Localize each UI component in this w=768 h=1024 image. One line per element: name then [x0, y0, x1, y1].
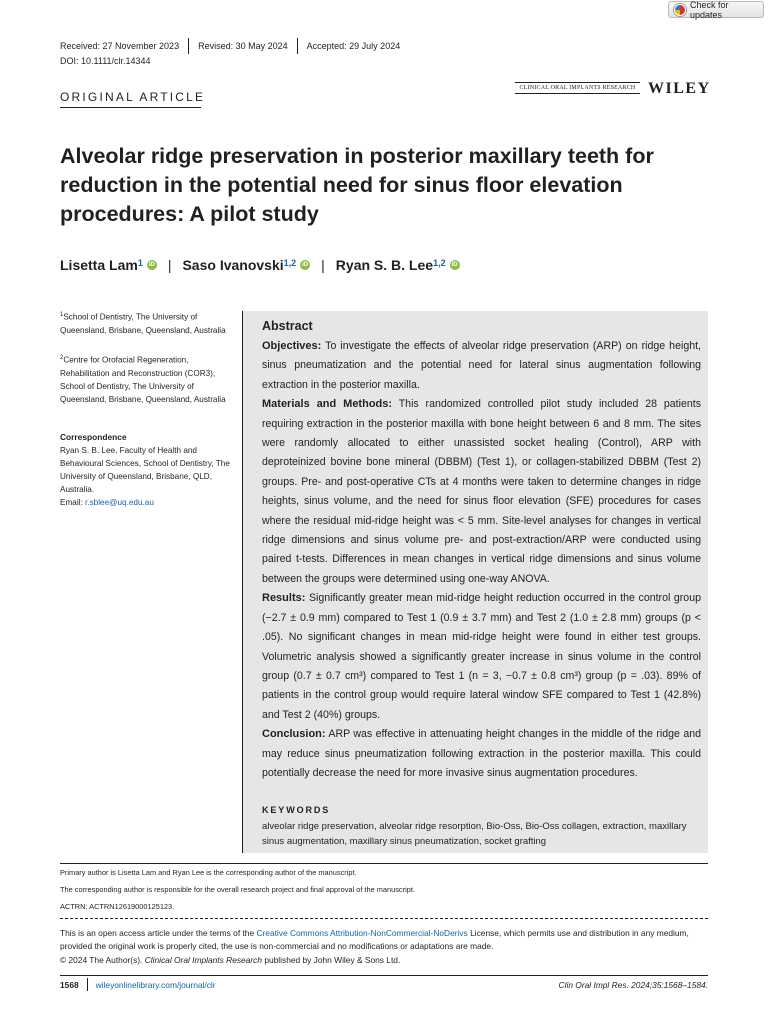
abstract-conclusion — [262, 725, 701, 783]
section-label: Conclusion: — [262, 728, 326, 741]
revised-date: Revised: 30 May 2024 — [198, 41, 288, 51]
section-label: Results: — [262, 592, 306, 605]
doi: DOI: 10.1111/clr.14344 — [60, 56, 151, 66]
correspondence-address: Ryan S. B. Lee, Faculty of Health and Behavioural Sciences, School of Dentistry, The University of Queensland, Brisbane, QLD, Australia. — [60, 446, 230, 494]
section-label: Materials and Methods: — [262, 398, 393, 411]
orcid-icon[interactable]: iD — [302, 262, 309, 268]
orcid-icon[interactable]: iD — [451, 262, 458, 268]
author-affiliation-ref[interactable]: 1 — [137, 258, 143, 268]
license-text: This is an open access article under the terms of the — [60, 928, 257, 938]
section-label: Objectives: — [262, 340, 322, 352]
abstract-heading: Abstract — [262, 319, 313, 333]
orcid-icon[interactable]: iD — [148, 262, 155, 268]
article-type: ORIGINAL ARTICLE — [60, 90, 206, 104]
author-affiliation-ref[interactable]: 1,2 — [283, 258, 297, 268]
paper-title: Alveolar ridge preservation in posterior maxillary teeth for reduction in the potential need for sinus floor elevation procedures: A pilot study — [60, 144, 654, 226]
abstract-methods — [262, 395, 701, 589]
copyright-text: published by John Wiley & Sons Ltd. — [262, 954, 401, 965]
footnote: The corresponding author is responsible for the overall research project and final approval of the manuscript. — [60, 885, 415, 894]
affiliation-number: 1 — [60, 312, 64, 318]
license-link[interactable]: Creative Commons Attribution-NonCommercial-NoDerivs — [256, 928, 468, 938]
affiliation-text: Centre for Orofacial Regeneration, Rehabilitation and Reconstruction (COR3), School of Dentistry, The University of Queensland, Brisbane, Queensland, Australia — [60, 355, 226, 404]
divider — [60, 918, 708, 919]
abstract-objectives — [262, 337, 701, 395]
publisher-logo: WILEY — [648, 80, 711, 97]
divider — [60, 107, 201, 108]
author-affiliation-ref[interactable]: 1,2 — [433, 258, 446, 268]
check-for-updates-label: Check for updates — [690, 0, 729, 20]
correspondence-heading: Correspondence — [60, 432, 127, 442]
section-text: To investigate the effects of alveolar ridge preservation (ARP) on ridge height, sinus pneumatization and the potential need for lateral sinus augmentation following extraction in the posterior maxilla. — [262, 340, 701, 391]
license-text: License, which permits use and distribution in any medium, provided the original work is properly cited, the use is non-commercial and no modifications or adaptations are made. — [60, 928, 689, 952]
correspondence-body — [60, 444, 238, 509]
author-separator: | — [321, 257, 325, 273]
author-separator: | — [167, 257, 172, 273]
footnote: Primary author is Lisetta Lam and Ryan Lee is the corresponding author of the manuscript. — [60, 868, 357, 877]
section-text: ARP was effective in attenuating height changes in the middle of the ridge and may reduce sinus pneumatization following extraction in the posterior maxilla. This could potentially decrease the need for more invasive sinus augmentation procedures. — [262, 728, 701, 779]
received-date: Received: 27 November 2023 — [60, 41, 180, 51]
footnote: ACTRN: ACTRN12619000125123. — [60, 902, 175, 911]
author-name[interactable]: Ryan S. B. Lee — [335, 257, 434, 273]
divider — [188, 38, 189, 54]
divider — [297, 38, 298, 54]
abstract-body — [262, 337, 701, 783]
article-dates — [60, 38, 400, 54]
keywords-list: alveolar ridge preservation, alveolar ridge resorption, Bio-Oss, Bio-Oss collagen, extraction, maxillary sinus augmentation, maxillary sinus pneumatization, socket grafting — [262, 821, 687, 847]
author-list — [60, 257, 460, 273]
page-footer — [60, 978, 708, 991]
copyright-text: © 2024 The Author(s). — [60, 954, 145, 965]
abstract-results — [262, 589, 701, 725]
journal-logo: CLINICAL ORAL IMPLANTS RESEARCH — [515, 82, 640, 94]
divider — [60, 863, 708, 864]
open-access-statement — [60, 927, 708, 967]
divider — [60, 975, 708, 976]
check-for-updates-button[interactable] — [668, 1, 764, 18]
accepted-date: Accepted: 29 July 2024 — [306, 41, 401, 51]
update-badge-icon — [674, 4, 686, 16]
email-label: Email: — [60, 498, 86, 507]
affiliation — [60, 309, 238, 337]
divider — [87, 978, 88, 991]
page-number: 1568 — [60, 979, 79, 990]
keywords-heading: KEYWORDS — [262, 805, 331, 815]
affiliation-number: 2 — [60, 355, 64, 361]
author-name[interactable]: Saso Ivanovski — [182, 257, 284, 273]
affiliation — [60, 352, 238, 406]
citation: Clin Oral Impl Res. 2024;35:1568–1584. — [558, 979, 708, 990]
journal-url-link[interactable]: wileyonlinelibrary.com/journal/clr — [95, 979, 216, 990]
email-link[interactable]: r.sblee@uq.edu.au — [85, 498, 154, 507]
section-text: This randomized controlled pilot study included 28 patients requiring extraction in the posterior maxilla with bone height between 6 and 8 mm. The sites were randomly allocated to either unassisted socket healing (Control), ARP with deproteinized bovine bone mineral (DBBM) (Test 1), or collagen-stabilized DBBM (Test 2) groups. Pre- and post-operative CTs at 4 months were taken to determine changes in ridge heights, sinus volume, and the need for sinus floor elevation (SFE) procedures for cases where the residual mid-ridge height was < 5 mm. Site-level analyses for changes in vertical ridge dimensions and sinus volume pre- and post-extraction/ARP were conducted using paired t-tests. Differences in mean changes in vertical ridge dimensions and sinus volume between the groups were determined using one-way ANOVA. — [262, 398, 701, 585]
affiliation-text: School of Dentistry, The University of Queensland, Brisbane, Queensland, Australia — [60, 312, 226, 335]
author-name[interactable]: Lisetta Lam — [60, 257, 138, 273]
section-text: Significantly greater mean mid-ridge height reduction occurred in the control group (−2.7 ± 0.9 mm) compared to Test 1 (0.9 ± 3.7 mm) and Test 2 (1.0 ± 2.8 mm) groups (p < .05). No significant changes in mean mid-ridge height were found in either test groups. Volumetric analysis showed a significantly greater increase in sinus volume in the control group (0.7 ± 0.7 cm³) compared to Test 1 (n = 3, −0.7 ± 0.8 cm³) group (p = .03). 89% of patients in the control group would require lateral window SFE compared to Test 1 (42.8%) and Test 2 (40%) groups. — [262, 592, 701, 721]
journal-name: Clinical Oral Implants Research — [144, 954, 262, 965]
